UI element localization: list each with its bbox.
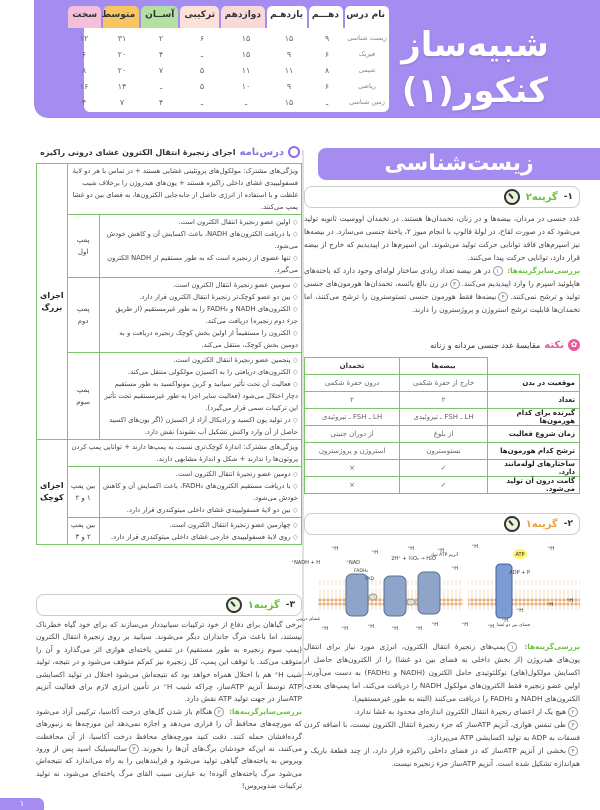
stats-cell: ـ <box>200 97 204 107</box>
stats-cell: ۶ <box>324 49 330 59</box>
col-grade10: دهـــم <box>309 6 343 28</box>
col-medium: متوسط <box>103 6 139 28</box>
review-text: هیچ یک از اعضای زنجیرهٔ انتقال الکترون اندازه‌ای محدود به غشا ندارد. <box>354 707 566 716</box>
h-plus-label: H⁺ <box>461 622 468 628</box>
part-details <box>99 467 301 518</box>
part-detail-item: ◇ اولین عضو زنجیرهٔ انتقال الکترون است. <box>103 216 298 228</box>
stats-row <box>81 46 389 62</box>
h-plus-label: H⁺ <box>546 602 553 608</box>
option-number: ۳ <box>129 744 139 754</box>
comparison-row <box>305 375 580 392</box>
row-label: زمان شروع فعالیت <box>488 426 580 443</box>
note-title: نکته <box>544 339 564 351</box>
row-label: گیرنده برای کدام هورمون‌ها <box>488 409 580 426</box>
comparison-row <box>305 477 580 494</box>
alarm-clock-icon <box>504 516 520 532</box>
question-3-explanation <box>36 619 302 793</box>
stats-cell: ۷ <box>119 97 125 107</box>
part-details <box>99 215 301 278</box>
question-number: ۱- <box>563 192 573 202</box>
review-text: در هر بیضه تعداد زیادی ساختار لوله‌ای وجود دارد که یاخته‌های هاپلوئید اسپرم را وارد اپیدیدیم می‌کنند. <box>304 266 580 288</box>
comparison-row <box>305 409 580 426</box>
water-label: 2H⁺ + ½O₂ → H₂O <box>391 556 436 562</box>
stats-subject: زمین شناسی <box>349 97 385 106</box>
comparison-table <box>304 357 580 494</box>
ovary-value: × <box>305 477 400 494</box>
part-detail-item: ◇ روی لایهٔ فسفولیپیدی خارجی غشای داخلی میتوکندری قرار دارد. <box>103 531 298 543</box>
inner-membrane-label: غشای درونی <box>295 617 320 622</box>
stats-cell: ـ <box>244 97 248 107</box>
testes-value: تستوسترون <box>400 443 488 460</box>
part-detail-item: ◇ پنجمین عضو زنجیرهٔ انتقال الکترون است. <box>103 354 298 366</box>
fad-label: FAD <box>365 577 374 582</box>
answer-label: گزینه۲ <box>525 191 558 203</box>
group-label: اجزای کوچک <box>37 440 68 545</box>
book-icon <box>288 146 300 158</box>
row-label: ترشح کدام هورمون‌ها <box>488 443 580 460</box>
h-plus-label: H⁺ <box>391 626 398 632</box>
h-plus-label: H⁺ <box>471 544 478 550</box>
stats-subject: فیزیک <box>358 49 376 58</box>
stats-cell: ۱۰ <box>241 81 251 91</box>
alarm-clock-icon <box>226 597 242 613</box>
part-detail-item: ◇ سومین عضو زنجیرهٔ انتقال الکترون است. <box>103 279 298 291</box>
explanation-text: برخی گیاهان برای دفاع از خود ترکیبات سیانیددار می‌سازند که برای خود گیاه خطرناک نیستند، اما باعث مرگ جانداران دیگر می‌شوند. سیانید بر روی زنجیرهٔ انتقال الکترون (پمپ سوم زنجیره به طور مستقیم) در تنفس یاخته‌ای هوازی اثر می‌گذارد و آن را متوقف می‌کند. با توقف این پمپ، کل زنجیره نیز کم‌کم متوقف می‌شود و در نتیجه، تولید شیب H⁺ هم با اختلال همراه خواهد بود که نتیجه‌اش می‌شود اختلال در تولید اکسایشی ATP توسط آنزیم ATPساز، چراکه شیب H⁺ در تأمین انرژی لازم برای فعالیت آنزیم ATPساز در جهت تولید ATP نقش دارد. <box>36 620 302 704</box>
col-easy: آســان <box>141 6 178 28</box>
review-text: هنگام باز شدن گل‌های درخت آکاسیا، ترکیبی آزاد می‌شود که مورچه‌های محافظ آن را فراری می‌دهد و اجازه نمی‌دهد این مورچه‌ها به زنبورهای گرده‌افشان حمله کنند. دقت کنید مورچه‌های محافظ درخت آکاسیا، از آن محافظت می‌کنند، نه این‌که خودشان برگ‌های آن‌ها را بخورند. <box>36 706 302 754</box>
blank-header <box>488 358 580 375</box>
pump-3 <box>418 572 440 614</box>
explanation-text: غدد جنسی در مردان، بیضه‌ها و در زنان، تخمدان‌ها هستند. در تخمدان اووسیت ثانویه تولید می‌شود که در صورت لقاح، در لولهٔ فالوپ با انجام میوز ۲، یاختهٔ جنسی می‌سازد. در بیضه‌ها نیز اسپرم‌های فاقد توانایی حرکت تولید می‌شوند. این اسپرم‌ها در اپیدیدیم که خارج از بیضه قرار دارد، توانایی حرکت پیدا می‌کنند. <box>304 214 580 262</box>
intermembrane-label: فضای بین دو غشا <box>496 623 530 628</box>
stats-header <box>72 6 389 28</box>
part-details <box>99 278 301 353</box>
stats-cell: ۴ <box>81 97 87 107</box>
h-plus-label: H⁺ <box>407 546 414 552</box>
stats-cell: ۹ <box>286 49 292 59</box>
stats-cell: ۳۱ <box>117 33 127 43</box>
stats-cell: ۵ <box>199 65 205 75</box>
question-1-answer <box>304 186 580 208</box>
nad-label: NAD⁺ <box>346 560 360 566</box>
small-carrier-1 <box>369 594 377 600</box>
stats-cell: ۹ <box>324 33 330 43</box>
answer-label: گزینه۱ <box>247 599 280 611</box>
stats-cell: ۲ <box>158 33 164 43</box>
stats-subject: زیست شناسی <box>347 33 387 42</box>
stats-table <box>72 6 389 110</box>
part-details <box>99 518 301 545</box>
stats-cell: ۱۵ <box>284 97 294 107</box>
h-plus-label: H⁺ <box>566 598 573 604</box>
stats-cell: ـ <box>200 49 204 59</box>
chain-part-row <box>37 518 302 545</box>
title-line-1: شبیه‌ساز <box>401 25 549 65</box>
option-number: ۳ <box>568 720 578 730</box>
review-items <box>36 707 302 790</box>
h-plus-label: H⁺ <box>331 546 338 552</box>
fadh2-label: FADH₂ <box>354 569 368 574</box>
chain-part-row <box>37 215 302 278</box>
stats-cell: ۲۰ <box>117 65 127 75</box>
atp-synthase-label: آنزیم ATP ساز <box>430 553 458 558</box>
option-number: ۲ <box>568 707 578 717</box>
stats-row <box>79 30 389 46</box>
comparison-body <box>305 375 580 494</box>
part-detail-item: ◇ الکترون را مستقیماً از اولین بخش کوچک زنجیره دریافت و به دومین بخش کوچک، منتقل می‌کند. <box>103 327 298 351</box>
review-text: در زن بالغ یائسه، تخمدان‌ها هورمون‌های جنسی تولید و ترشح نمی‌کنند. <box>304 279 580 301</box>
stats-cell: ۶ <box>199 33 205 43</box>
h-plus-label: H⁺ <box>547 546 554 552</box>
ovary-value: × <box>305 460 400 477</box>
col-grade11: یازدهـم <box>267 6 307 28</box>
question-1-explanation <box>304 212 580 316</box>
part-detail-item: ◇ بین دو لایهٔ فسفولیپیدی غشای داخلی میتوکندری قرار دارد. <box>103 504 298 516</box>
review-text: سالیسیلیک اسید پس از ورود ویروس به یاخته‌های گیاهی تولید می‌شود و فرایندهایی را به راه می‌اندازد که نتیجه‌اش می‌شود مرگ یاخته‌های آلوده! به عبارتی سبب القای مرگ یاخته‌ای می‌شود، نه تولید ترکیبات ضدویروس! <box>36 744 302 791</box>
h-plus-label: H⁺ <box>501 618 508 624</box>
stats-cell: ۶ <box>324 81 330 91</box>
stats-cell: ۱۱ <box>241 65 251 75</box>
part-detail-item: ◇ دومین عضو زنجیرهٔ انتقال الکترون است. <box>103 468 298 480</box>
ovary-value: ۲ <box>305 392 400 409</box>
stats-subject: شیمی <box>358 65 376 74</box>
stats-cell: ۹ <box>286 81 292 91</box>
chain-part-row <box>37 278 302 353</box>
h-plus-label: H⁺ <box>371 550 378 556</box>
part-detail-item: ◇ فعالیت آن تحت تأثیر سیانید و کربن مونواکسید به طور مستقیم دچار اختلال می‌شود (فعالیت سایر اجزا به طور غیرمستقیم تحت تأثیر این ترکیبات سمی قرار می‌گیرد). <box>103 378 298 414</box>
small-carrier-2 <box>407 599 415 605</box>
header-ovary: تخمدان <box>305 358 400 375</box>
h-plus-label: H⁺ <box>451 566 458 572</box>
part-detail-item: ◇ با دریافت مستقیم الکترون‌های FADH₂، باعث اکسایش آن و کاهش خودش می‌شود. <box>103 480 298 504</box>
option-number: ۱ <box>507 642 517 652</box>
stats-cell: ۱۵ <box>284 33 294 43</box>
ovary-value: استروژن و پروژسترون <box>305 443 400 460</box>
stats-cell: ۱۴ <box>117 81 127 91</box>
row-label: موقعیت در بدن <box>488 375 580 392</box>
chain-common-row <box>37 164 302 215</box>
stats-cell: ۱۶ <box>79 81 89 91</box>
common-features: ویژگی‌های مشترک: اندازهٔ کوچک‌تری نسبت به پمپ‌ها دارند + توانایی پمپ کردن پروتون‌ها را ندارند + شکل و اندازهٔ مشابهی دارند. <box>67 440 301 467</box>
testes-value: ✓ <box>400 477 488 494</box>
stats-cell: ۱۲ <box>79 33 89 43</box>
h-plus-label: H⁺ <box>341 626 348 632</box>
part-name: بین پمپ ۲ و ۳ <box>67 518 99 545</box>
h-plus-label: H⁺ <box>321 626 328 632</box>
row-label: گامت درون آن تولید می‌شود. <box>488 477 580 494</box>
testes-value: خارج از حفرهٔ شکمی <box>400 375 488 392</box>
lesson-title: اجزای زنجیرهٔ انتقال الکترون غشای درونی راکیزه <box>40 147 236 157</box>
review-text: بخشی از آنزیم ATPساز که در فضای داخلی راکیزه قرار دارد، از چند قطعهٔ باریک و هم‌اندازه تشکیل شده است. آنزیم ATPساز جزء زنجیره نیست. <box>304 746 580 768</box>
option-number: ۴ <box>568 746 578 756</box>
testes-value: ✓ <box>400 460 488 477</box>
stats-cell: ۱۵ <box>241 49 251 59</box>
option-number: ۲ <box>214 707 224 717</box>
h-plus-label: H⁺ <box>367 624 374 630</box>
chain-common-row <box>37 440 302 467</box>
review-label: بررسی‌سایرگزینه‌ها: <box>507 266 580 275</box>
option-number: ۴ <box>498 292 508 302</box>
ovary-value: LH ـ FSH ـ تیروئیدی <box>305 409 400 426</box>
part-detail-item: ◇ چهارمین عضو زنجیرهٔ انتقال الکترون است. <box>103 519 298 531</box>
part-detail-item: ◇ بین دو عضو کوچک‌تر زنجیرهٔ انتقال الکترون قرار دارد. <box>103 291 298 303</box>
part-detail-item: ◇ در تولید یون اکسید و رادیکال آزاد از اکسیژن (اگر یون‌های اکسید حاصل از آن وارد واکنش تشکیل آب نشوند) نقش دارد. <box>103 414 298 438</box>
comparison-row <box>305 426 580 443</box>
stats-cell: ۱۵ <box>241 33 251 43</box>
comparison-row <box>305 443 580 460</box>
part-detail-item: ◇ تنها عضوی از زنجیره است که به طور مستقیم از NADH الکترون می‌گیرد. <box>103 252 298 276</box>
part-name: پمپ اول <box>67 215 99 278</box>
stats-cell: ـ <box>159 81 163 91</box>
option-number: ۱ <box>493 266 503 276</box>
review-text: بیضه‌ها فقط هورمون جنسی تستوسترون را ترشح می‌کنند، اما تخمدان‌ها قابلیت ترشح استروژن و پروژسترون را دارند. <box>304 292 580 314</box>
h-plus-label: H⁺ <box>487 624 494 630</box>
stats-row <box>81 62 389 78</box>
row-label: ساختارهای لوله‌مانند دارد. <box>488 460 580 477</box>
electron-chain-table <box>36 163 302 545</box>
part-detail-item: ◇ با دریافت الکترون‌های NADH، باعث اکسایش آن و کاهش خودش می‌شود. <box>103 228 298 252</box>
col-hard: سخت <box>68 6 101 28</box>
option-number: ۳ <box>450 279 460 289</box>
note-text: مقایسهٔ غدد جنسی مردانه و زنانه <box>430 340 541 350</box>
part-name: پمپ سوم <box>67 353 99 440</box>
part-detail-item: ◇ الکترون‌های NADH و FADH₂ را به طور غیرمستقیم (از طریق جزء دوم زنجیره) دریافت می‌کند. <box>103 303 298 327</box>
stats-subject: ریاضی <box>358 81 376 90</box>
question-number: ۲- <box>563 519 573 529</box>
review-label: بررسی‌سایرگزینه‌ها: <box>229 706 302 716</box>
testes-value: LH ـ FSH ـ تیروئیدی <box>400 409 488 426</box>
chain-part-row <box>37 467 302 518</box>
membrane-right <box>468 580 580 610</box>
ovary-value: از دوران جنینی <box>305 426 400 443</box>
header-banner <box>34 0 600 118</box>
testes-value: ۲ <box>400 392 488 409</box>
electron-transport-diagram <box>291 542 580 634</box>
stats-cell: ۸ <box>324 65 330 75</box>
review-items <box>304 642 580 768</box>
col-subject: نام درس <box>345 6 389 28</box>
group-label: اجزای بزرگ <box>37 164 68 440</box>
col-combined: ترکیبی <box>180 6 219 28</box>
review-label: بررسی‌گزینه‌ها: <box>524 642 580 651</box>
chain-part-row <box>37 353 302 440</box>
part-name: پمپ دوم <box>67 278 99 353</box>
testes-value: از بلوغ <box>400 426 488 443</box>
stats-body <box>79 28 389 112</box>
atp-label: ATP <box>515 552 525 558</box>
stats-row <box>79 78 389 94</box>
h-plus-label: H⁺ <box>437 548 444 554</box>
adp-label: ADP + P <box>509 570 530 576</box>
stats-row <box>81 94 389 110</box>
lesson-header <box>12 146 300 158</box>
comparison-row <box>305 392 580 409</box>
title-line-2: کنکور(۱) <box>401 71 549 111</box>
stats-cell: ۷ <box>158 65 164 75</box>
common-features: ویژگی‌های مشترک: مولکول‌های پروتئینی غشایی هستند + در تماس با هر دو لایهٔ فسفولیپیدی غشای داخلی راکیزه هستند + یون‌های هیدروژن را برخلاف شیب غلظت و با استفاده از انرژی حاصل از جابه‌جایی الکترون‌ها، به فضای بین دو غشا پمپ می‌کنند. <box>67 164 301 215</box>
alarm-clock-icon <box>504 189 520 205</box>
h-plus-label: H⁺ <box>415 626 422 632</box>
ovary-value: درون حفرهٔ شکمی <box>305 375 400 392</box>
stats-cell: ۱۱ <box>284 65 294 75</box>
header-testes: بیضه‌ها <box>400 358 488 375</box>
row-label: تعداد <box>488 392 580 409</box>
page-number: ۱ <box>0 798 44 810</box>
pump-2 <box>384 576 406 616</box>
book-title <box>370 22 580 114</box>
note <box>430 339 580 351</box>
stats-cell: ۸ <box>81 65 87 75</box>
answer-label: گزینه۱ <box>525 518 558 530</box>
star-icon: ✿ <box>568 339 580 351</box>
stats-cell: ۴ <box>158 97 164 107</box>
col-grade12: دوازدهم <box>221 6 265 28</box>
review-text: طی تنفس هوازی، آنزیم ATPساز که جزء زنجیرهٔ انتقال الکترون نیست، با اضافه کردن فسفات به ADP به تولید اکسایشی ATP می‌پردازد. <box>304 720 580 742</box>
h-plus-label: H⁺ <box>516 608 523 614</box>
stats-cell: ۲۰ <box>117 49 127 59</box>
h-plus-label: H⁺ <box>431 622 438 628</box>
stats-cell: ۶ <box>81 49 87 59</box>
question-number: ۳- <box>285 600 295 610</box>
part-name: بین پمپ ۱ و ۲ <box>67 467 99 518</box>
part-detail-item: ◇ الکترون‌های دریافتی را به اکسیژن مولکولی منتقل می‌کند. <box>103 366 298 378</box>
stats-cell: ۴ <box>158 49 164 59</box>
question-2-answer <box>304 513 580 535</box>
subject-title: زیست‌شناسی <box>318 148 600 180</box>
stats-cell: ـ <box>325 97 329 107</box>
comparison-row <box>305 460 580 477</box>
nadh-label: NADH + H⁺ <box>291 560 320 566</box>
question-3-answer <box>36 594 302 616</box>
stats-cell: ۵ <box>199 81 205 91</box>
question-2-review <box>304 640 580 770</box>
part-details <box>99 353 301 440</box>
lesson-label: درس‌نامه <box>239 146 284 158</box>
review-text: پمپ‌های زنجیرهٔ انتقال الکترون، انرژی مورد نیاز برای انتقال یون‌های هیدروژن (از بخش داخلی به فضای بین دو غشا) را از الکترون‌های حاصل از اکسایش مولکول(های) نوکلئوتیدی حامل الکترون (NADH و FADH₂) به دست می‌آورند. اولین عضو زنجیره فقط الکترون‌های مولکول NADH را دریافت می‌کند، اما پمپ‌های بعدی، الکترون‌های NADH و FADH₂ را دریافت می‌کنند (البته به طور غیرمستقیم). <box>304 642 580 703</box>
